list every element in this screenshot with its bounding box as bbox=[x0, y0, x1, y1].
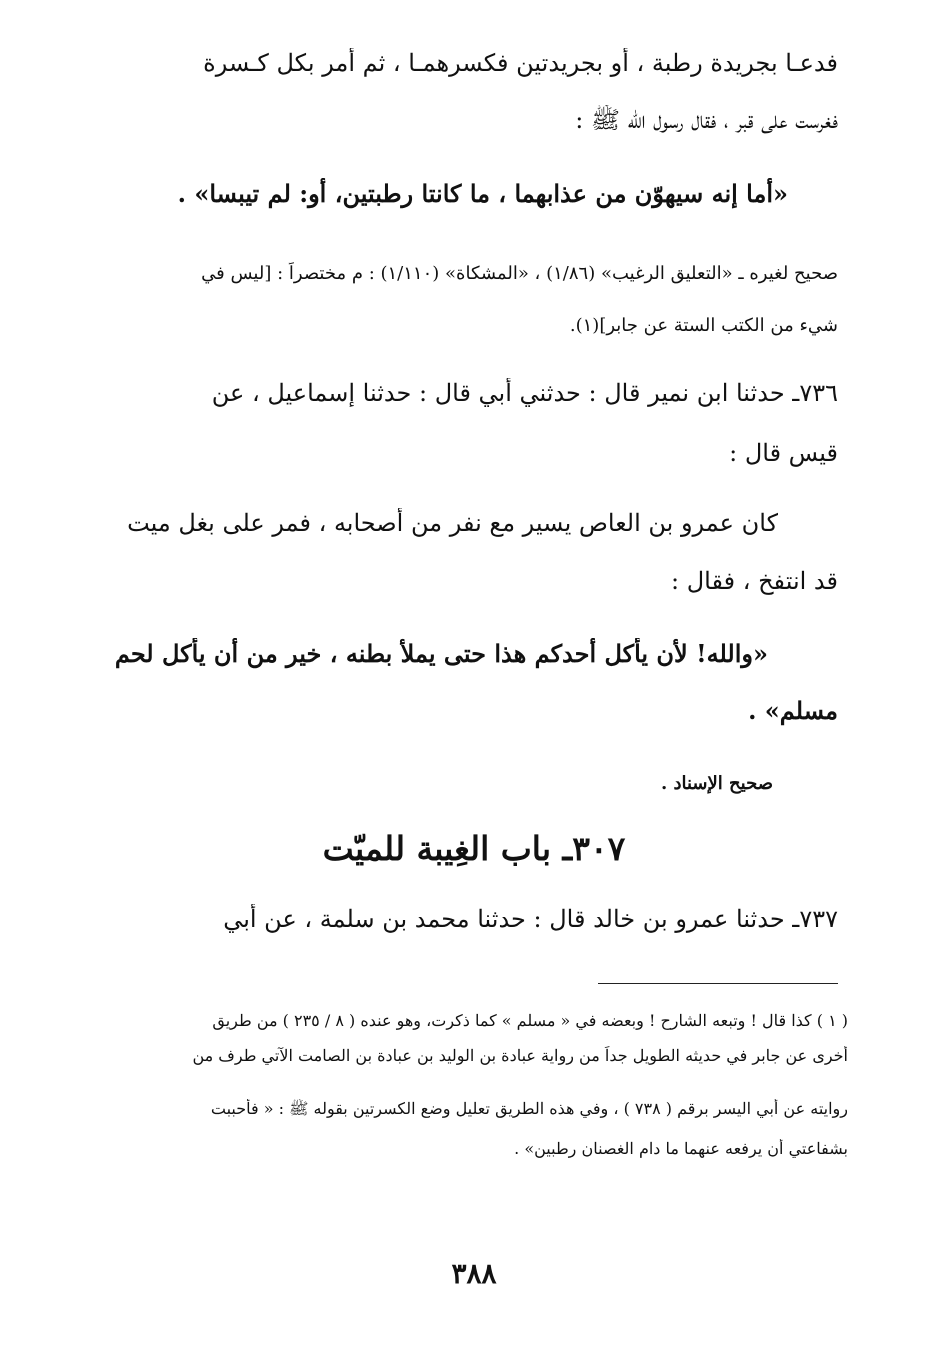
hadith-735-grade-line-2: شيء من الكتب الستة عن جابر](١). bbox=[569, 315, 838, 336]
page-number: ٣٨٨ bbox=[451, 1257, 497, 1290]
footnote-line-3: روايته عن أبي اليسر برقم ( ٧٣٨ ) ، وفي هذه الطريق تعليل وضع الكسرتين بقوله ﷺ : « فأحببت bbox=[210, 1099, 848, 1118]
hadith-736-isnad-line-2: قيس قال : bbox=[729, 439, 838, 467]
footnote-divider bbox=[598, 983, 838, 984]
hadith-735-line-1: فدعـا بجريدة رطبة ، أو بجريدتين فكسرهمـا ، ثم أمر بكل كـسرة bbox=[203, 49, 838, 77]
footnote-line-4: بشفاعتي أن يرفعه عنهما ما دام الغصنان رطبين» . bbox=[514, 1139, 848, 1158]
hadith-736-quote-line-1: «والله! لأن يأكل أحدكم هذا حتى يملأ بطنه ، خير من أن يأكل لحم bbox=[114, 639, 768, 668]
hadith-737-isnad-line-1: ٧٣٧ـ حدثنا عمرو بن خالد قال : حدثنا محمد بن سلمة ، عن أبي bbox=[223, 905, 838, 933]
hadith-735-quote: «أما إنه سيهوّن من عذابهما ، ما كانتا رطبتين، أو: لم تيبسا» . bbox=[177, 179, 788, 208]
footnote-line-2: أخرى عن جابر في حديثه الطويل جداً من رواية عبادة بن الوليد بن عبادة بن الصامت الآتي طرف من bbox=[192, 1046, 848, 1065]
hadith-736-text-line-1: كان عمرو بن العاص يسير مع نفر من أصحابه ، فمر على بغل ميت bbox=[127, 509, 778, 537]
chapter-heading: ٣٠٧ـ باب الغِيبة للميّت bbox=[322, 829, 626, 868]
hadith-735-line-2: فغرست على قبر ، فقال رسول الله ﷺ : bbox=[575, 106, 838, 134]
hadith-736-quote-line-2: مسلم» . bbox=[748, 696, 838, 725]
hadith-736-text-line-2: قد انتفخ ، فقال : bbox=[670, 567, 838, 595]
hadith-735-grade-line-1: صحيح لغيره ـ «التعليق الرغيب» (١/٨٦) ، «المشكاة» (١/١١٠) : م مختصراً : [ليس في bbox=[201, 263, 838, 284]
hadith-736-grade: صحيح الإسناد . bbox=[660, 773, 773, 794]
hadith-736-isnad-line-1: ٧٣٦ـ حدثنا ابن نمير قال : حدثني أبي قال : حدثنا إسماعيل ، عن bbox=[211, 379, 838, 407]
footnote-line-1: ( ١ ) كذا قال ! وتبعه الشارح ! وبعضه في « مسلم » كما ذكرت، وهو عنده ( ٨ / ٢٣٥ ) من طريق bbox=[212, 1011, 848, 1030]
